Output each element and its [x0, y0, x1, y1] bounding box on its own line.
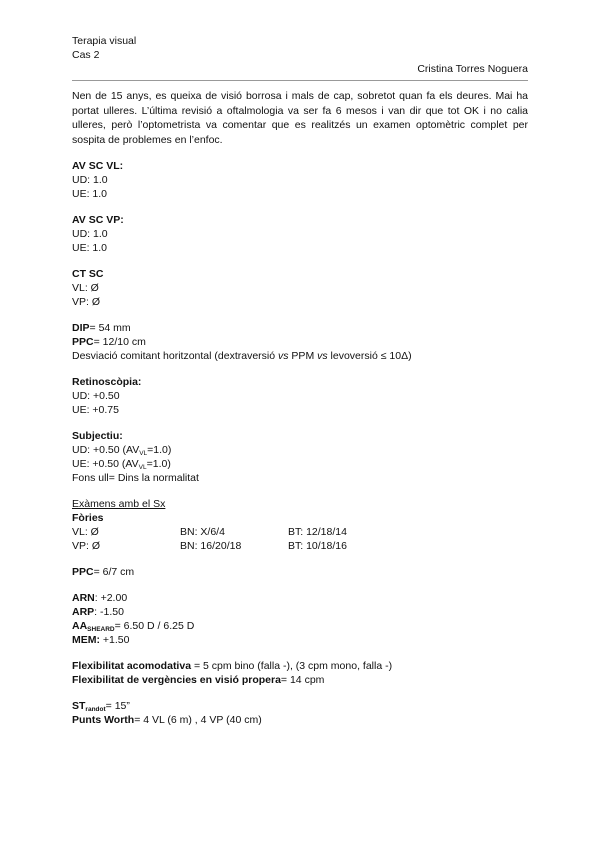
arp-line [72, 605, 528, 619]
fories-title: Fòries [72, 512, 104, 524]
intro-paragraph: Nen de 15 anys, es queixa de visió borrosa i mals de cap, sobretot quan fa els deures. Mai ha portat ulleres. L’última revisió a oftalmologia va ser fa 6 mesos i van dir que tot OK i no calia ulleres, però l’optometrista va comentar que es realitzés un examen optomètric complet per sospita de problemes en l’enfoc. [72, 90, 528, 146]
ppc2-label: PPC [72, 566, 94, 578]
fons-ull: Fons ull= Dins la normalitat [72, 472, 199, 484]
ct-sc-title: CT SC [72, 268, 104, 280]
subjectiu-ud-sub: VL [139, 450, 148, 457]
ppc2-value: = 6/7 cm [93, 566, 135, 578]
flex-verg-value: = 14 cpm [280, 674, 325, 686]
document-page [72, 34, 528, 727]
av-sc-vp-ud: UD: 1.0 [72, 228, 108, 240]
ppc-value: = 12/10 cm [93, 336, 146, 348]
header-author: Cristina Torres Noguera [417, 63, 528, 75]
ppc-line [72, 335, 528, 349]
ct-sc-section [72, 267, 528, 309]
examens-title: Exàmens amb el Sx [72, 498, 166, 510]
ct-sc-vp: VP: Ø [72, 296, 101, 308]
mem-label: MEM: [72, 634, 100, 646]
st-value: = 15” [105, 700, 130, 712]
arp-value: : -1.50 [94, 606, 124, 618]
desviacio-vs2: vs [317, 350, 328, 362]
subjectiu-ue-suffix: =1.0) [146, 458, 171, 470]
examens-section [72, 497, 528, 553]
retinoscopia-section [72, 375, 528, 417]
dip-label: DIP [72, 322, 90, 334]
aa-value: = 6.50 D / 6.25 D [114, 620, 195, 632]
header-subject: Terapia visual [72, 35, 137, 47]
arn-label: ARN [72, 592, 95, 604]
retinoscopia-ud: UD: +0.50 [72, 390, 120, 402]
header-divider [72, 80, 528, 81]
arp-label: ARP [72, 606, 95, 618]
ct-sc-vl: VL: Ø [72, 282, 99, 294]
fories-row [72, 525, 528, 539]
ppc2-line [72, 565, 528, 579]
st-line [72, 699, 528, 713]
arn-line [72, 591, 528, 605]
ppc-label: PPC [72, 336, 94, 348]
fories-row [72, 539, 528, 553]
subjectiu-ue-text: UE: +0.50 (AV [72, 458, 139, 470]
retinoscopia-ue: UE: +0.75 [72, 404, 119, 416]
fories-cell: BT: 10/18/16 [288, 540, 347, 552]
desviacio-prefix: Desviació comitant horitzontal (dextraversió [72, 350, 279, 362]
av-sc-vp-title: AV SC VP: [72, 214, 124, 226]
av-sc-vp-section [72, 213, 528, 255]
aa-label: AA [72, 620, 88, 632]
worth-value: = 4 VL (6 m) , 4 VP (40 cm) [134, 714, 262, 726]
fories-cell: VP: Ø [72, 540, 101, 552]
worth-label: Punts Worth [72, 714, 135, 726]
subjectiu-ud-text: UD: +0.50 (AV [72, 444, 140, 456]
desviacio-line [72, 349, 528, 363]
av-sc-vp-ue: UE: 1.0 [72, 242, 108, 254]
retinoscopia-title: Retinoscòpia: [72, 376, 142, 388]
desviacio-suffix: levoversió ≤ 10Δ) [327, 350, 412, 362]
aa-sub: SHEARD [87, 626, 115, 633]
desviacio-vs1: vs [278, 350, 289, 362]
dip-value: = 54 mm [89, 322, 131, 334]
subjectiu-section [72, 429, 528, 485]
subjectiu-ue-sub: VL [138, 464, 147, 471]
flex-verg-label: Flexibilitat de vergències en visió propera [72, 674, 281, 686]
fories-cell: BN: 16/20/18 [180, 540, 242, 552]
worth-line [72, 713, 528, 727]
subjectiu-ud-suffix: =1.0) [147, 444, 172, 456]
dip-line [72, 321, 528, 335]
flex-verg-line [72, 673, 528, 687]
mem-value: +1.50 [100, 634, 130, 646]
flex-acom-value: = 5 cpm bino (falla -), (3 cpm mono, falla -) [191, 660, 393, 672]
subjectiu-title: Subjectiu: [72, 430, 123, 442]
flex-acom-label: Flexibilitat acomodativa [72, 660, 192, 672]
desviacio-mid: PPM [288, 350, 318, 362]
arn-value: : +2.00 [94, 592, 128, 604]
av-sc-vl-ud: UD: 1.0 [72, 174, 108, 186]
aa-line [72, 619, 528, 633]
header-case: Cas 2 [72, 49, 100, 61]
subjectiu-ue [72, 457, 528, 471]
st-label: ST [72, 700, 86, 712]
av-sc-vl-title: AV SC VL: [72, 160, 124, 172]
fories-cell: BT: 12/18/14 [288, 526, 347, 538]
mem-line [72, 633, 528, 647]
st-sub: randot [85, 706, 106, 713]
fories-cell: VL: Ø [72, 526, 99, 538]
av-sc-vl-section [72, 159, 528, 201]
fories-cell: BN: X/6/4 [180, 526, 225, 538]
av-sc-vl-ue: UE: 1.0 [72, 188, 108, 200]
subjectiu-ud [72, 443, 528, 457]
flex-acom-line [72, 659, 528, 673]
